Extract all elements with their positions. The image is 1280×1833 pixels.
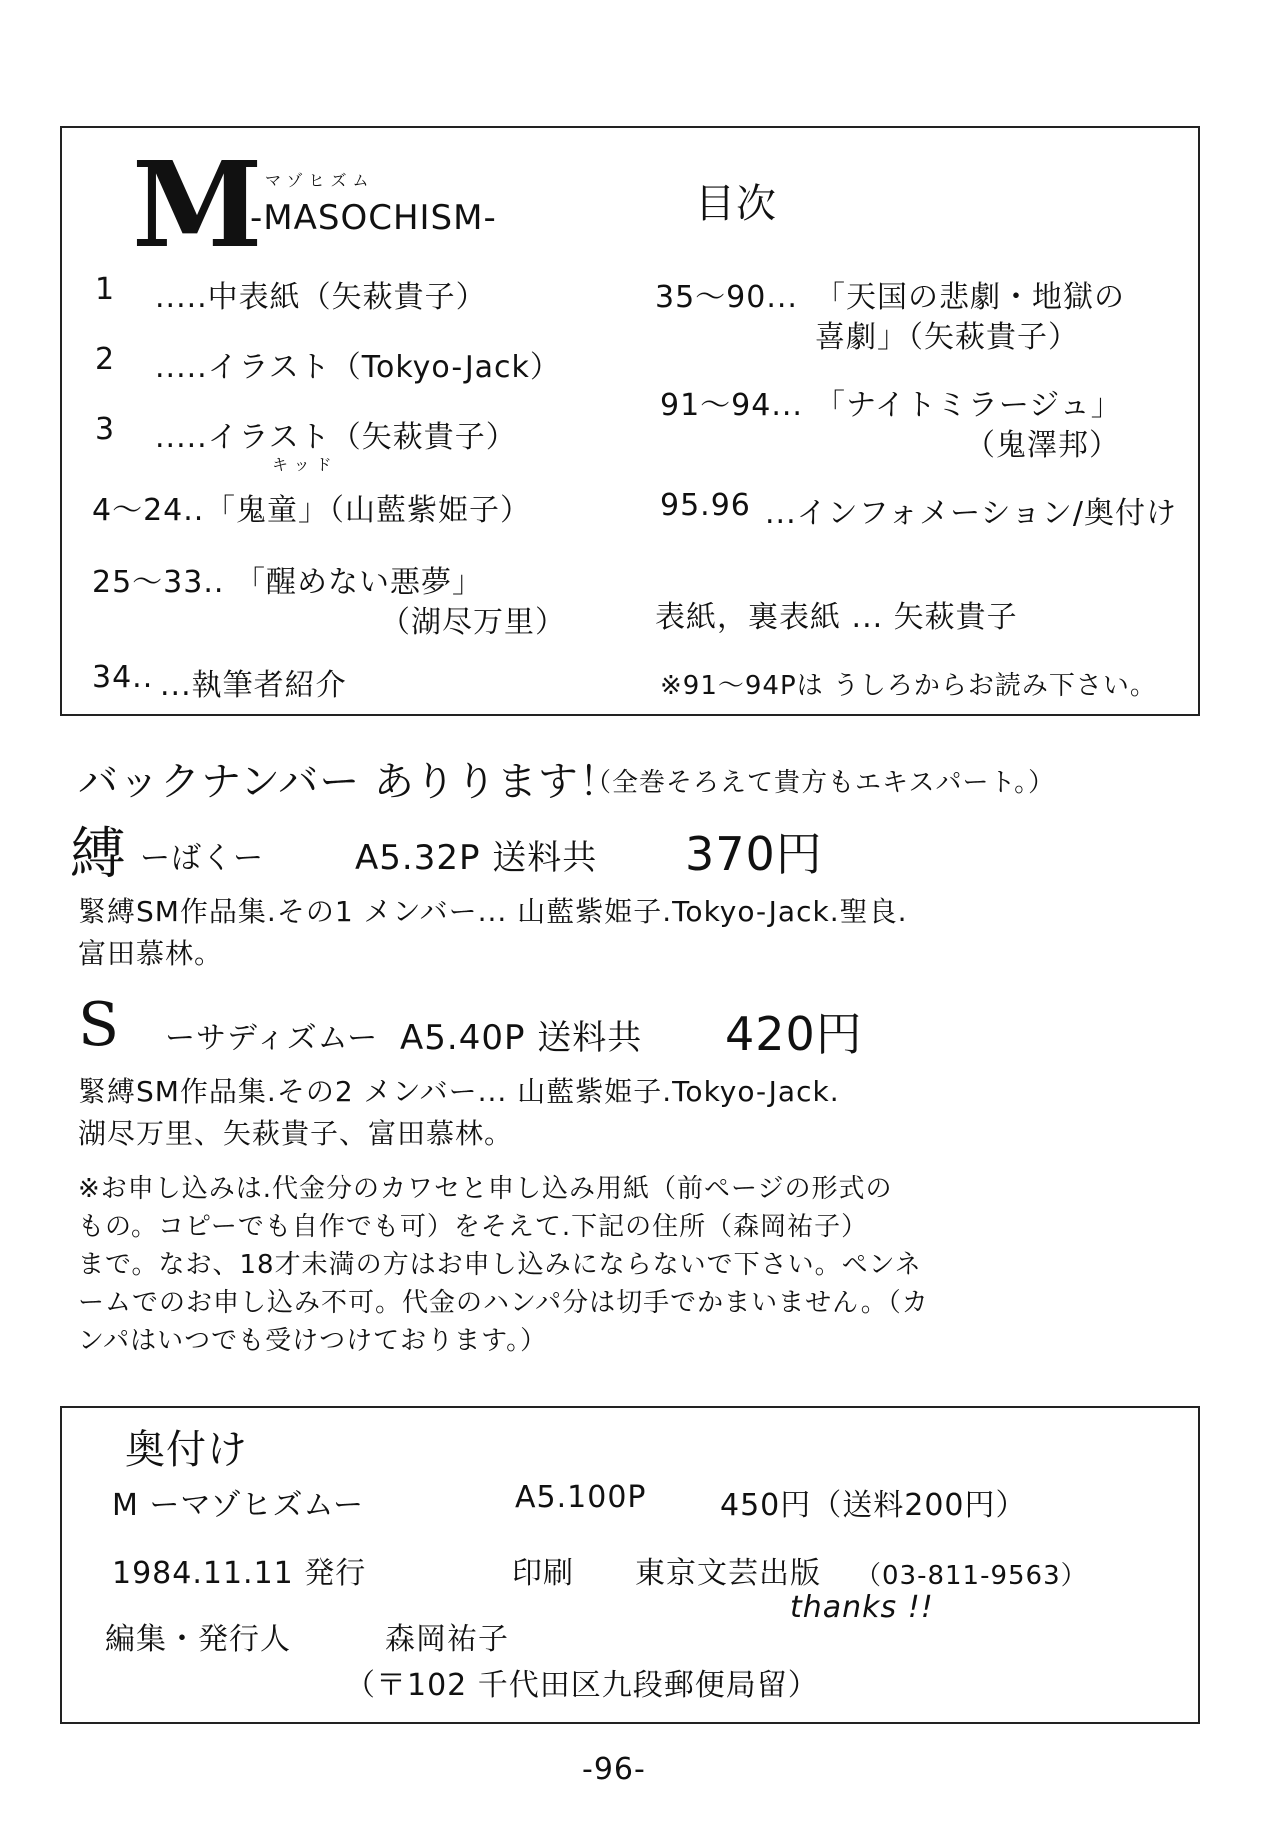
contents-left-text-5: 「醒めない悪夢」 — [235, 565, 483, 600]
colophon-printer: 東京文芸出版 — [635, 1556, 821, 1591]
contents-right-text-1: 「天国の悲劇・地獄の — [815, 280, 1125, 315]
contents-left-text-4: 「鬼童」（山藍紫姫子） — [205, 493, 531, 528]
backnumber-2-line1: 緊縛SM作品集.その2 メンバー... 山藍紫姫子.Tokyo-Jack. — [78, 1075, 840, 1108]
contents-left-text-6: ...執筆者紹介 — [160, 668, 347, 703]
contents-left-pages-5: 25～33.. — [92, 565, 225, 600]
colophon-printer-phone: （03-811-9563） — [855, 1561, 1088, 1591]
backnumber-2-spec: A5.40P 送料共 — [400, 1018, 643, 1058]
colophon-title: M ーマゾヒズムー — [112, 1488, 365, 1523]
contents-right-note: ※91～94Pは うしろからお読み下さい。 — [660, 671, 1157, 701]
colophon-spec: A5.100P — [515, 1480, 647, 1515]
contents-right-pages-2: 91～94... — [660, 388, 803, 423]
notice-line-3: まで。なお、18才未満の方はお申し込みにならないで下さい。ペンネ — [78, 1250, 922, 1280]
contents-left-pages-3: 3 — [95, 412, 116, 447]
backnumber-2-line2: 湖尽万里、矢萩貴子、富田慕林。 — [78, 1117, 514, 1150]
contents-heading: 目次 — [695, 181, 777, 227]
contents-left-text-1: .....中表紙（矢萩貴子） — [155, 280, 487, 315]
colophon-price: 450円（送料200円） — [720, 1488, 1027, 1523]
backnumber-1-spec: A5.32P 送料共 — [355, 838, 598, 878]
title-big-letter: M — [132, 135, 263, 274]
backnumber-2-reading: ーサディズムー — [165, 1021, 379, 1056]
backnumber-heading-note: （全巻そろえて貴方もエキスパート。） — [585, 768, 1056, 798]
contents-left-text-5b: （湖尽万里） — [380, 605, 566, 640]
contents-right-text-2: 「ナイトミラージュ」 — [815, 388, 1122, 423]
notice-line-5: ンパはいつでも受けつけております。） — [78, 1326, 548, 1356]
page-number: -96- — [582, 1752, 646, 1787]
colophon-heading: 奥付け — [125, 1427, 248, 1473]
contents-right-pages-3: 95.96 — [660, 488, 751, 523]
backnumber-1-price: 370円 — [685, 827, 823, 881]
contents-right-text-3: ...インフォメーション/奥付け — [765, 496, 1178, 531]
backnumber-2-title: S — [78, 990, 121, 1060]
backnumber-1-reading: ーばくー — [140, 841, 264, 876]
colophon-print-label: 印刷 — [512, 1556, 574, 1591]
colophon-editor: 森岡祐子 — [385, 1622, 509, 1657]
colophon-date: 1984.11.11 発行 — [112, 1556, 367, 1591]
backnumber-heading: バックナンバー ありります！ — [78, 759, 620, 805]
colophon-address: （〒102 千代田区九段郵便局留） — [345, 1668, 819, 1703]
backnumber-2-price: 420円 — [725, 1007, 863, 1061]
title-subtitle: -MASOCHISM- — [250, 198, 497, 238]
backnumber-1-line2: 富田慕林。 — [78, 937, 224, 970]
contents-right-cover: 表紙，裏表紙 ... 矢萩貴子 — [655, 600, 1018, 635]
colophon-thanks: thanks !! — [790, 1590, 934, 1625]
notice-line-1: ※お申し込みは.代金分のカワセと申し込み用紙（前ページの形式の — [78, 1174, 893, 1204]
contents-left-pages-6: 34.. — [92, 660, 154, 695]
kid-furigana: キッド — [272, 455, 338, 474]
notice-line-2: もの。コピーでも自作でも可）をそえて.下記の住所（森岡祐子） — [78, 1212, 869, 1242]
contents-right-text-2b: （鬼澤邦） — [965, 428, 1120, 463]
contents-right-text-1b: 喜劇」（矢萩貴子） — [815, 320, 1079, 355]
notice-line-4: ームでのお申し込み不可。代金のハンパ分は切手でかまいません。（カ — [78, 1288, 929, 1318]
contents-left-text-3: .....イラスト（矢萩貴子） — [155, 420, 517, 455]
contents-left-pages-1: 1 — [95, 272, 116, 307]
title-furigana: マゾヒズム — [265, 171, 375, 190]
backnumber-1-line1: 緊縛SM作品集.その1 メンバー... 山藍紫姫子.Tokyo-Jack.聖良. — [78, 895, 908, 928]
contents-right-pages-1: 35～90... — [655, 280, 798, 315]
contents-left-pages-4: 4～24.. — [92, 493, 205, 528]
colophon-editor-label: 編集・発行人 — [105, 1622, 291, 1657]
contents-left-pages-2: 2 — [95, 342, 116, 377]
contents-left-text-2: .....イラスト（Tokyo-Jack） — [155, 350, 561, 385]
backnumber-1-title: 縛 — [70, 822, 127, 887]
